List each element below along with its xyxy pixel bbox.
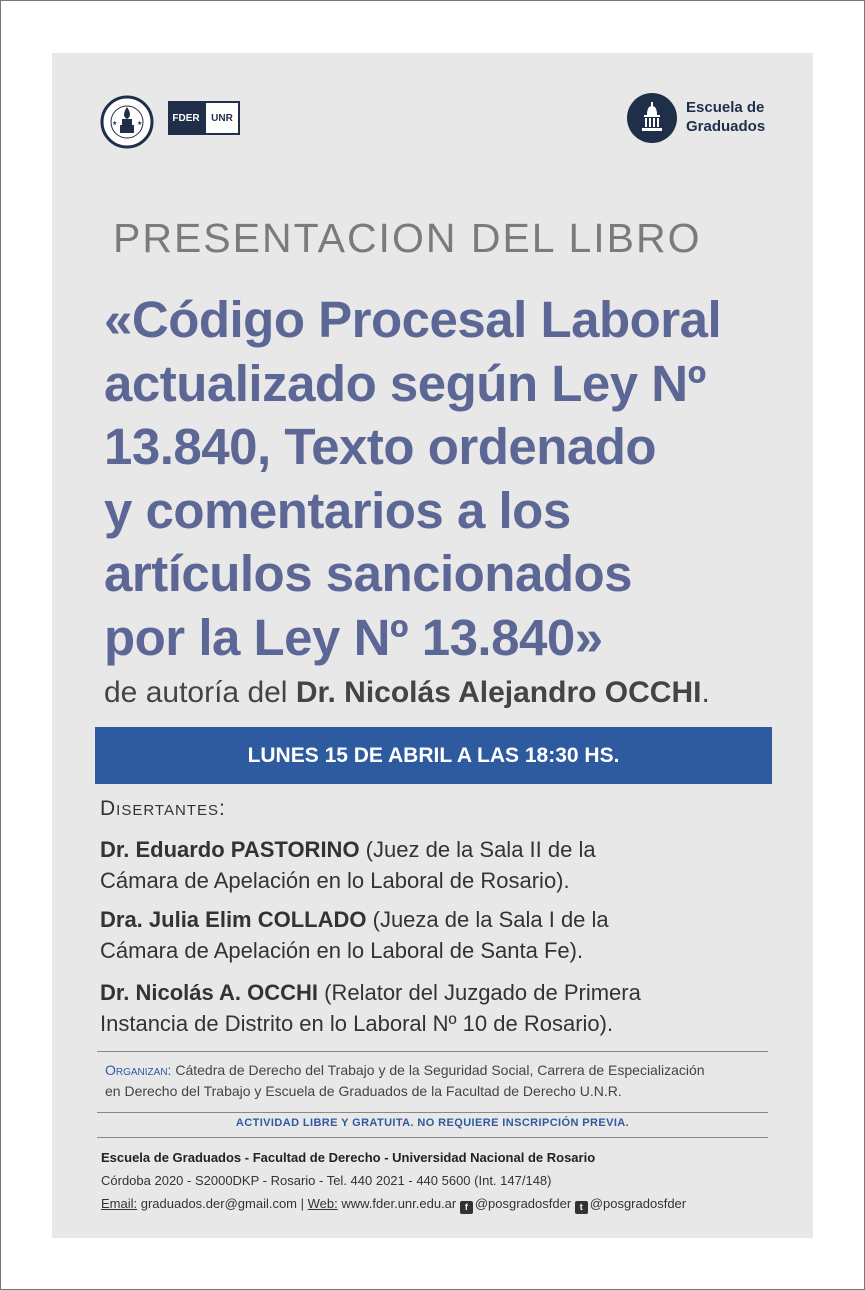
footer-institution-text: Escuela de Graduados - Facultad de Derecho - Universidad Nacional de Rosario bbox=[101, 1150, 596, 1165]
speaker-line2: Cámara de Apelación en lo Laboral de Rosario). bbox=[100, 868, 570, 893]
fder-unr-logo bbox=[168, 101, 240, 135]
speaker-item bbox=[100, 834, 700, 896]
speaker-name: Dra. Julia Elim COLLADO bbox=[100, 907, 367, 932]
organizers-label: Organizan: bbox=[105, 1062, 172, 1078]
unr-label: UNR bbox=[204, 101, 240, 135]
facebook-handle[interactable]: @posgradosfder bbox=[474, 1196, 572, 1211]
speaker-role: (Jueza de la Sala I de la bbox=[366, 907, 609, 932]
speaker-name: Dr. Eduardo PASTORINO bbox=[100, 837, 360, 862]
speaker-line1 bbox=[100, 904, 700, 935]
speaker-name: Dr. Nicolás A. OCCHI bbox=[100, 980, 319, 1005]
book-title-line: y comentarios a los bbox=[104, 481, 571, 539]
book-title-line: por la Ley Nº 13.840» bbox=[104, 608, 603, 666]
web-link[interactable]: www.fder.unr.edu.ar bbox=[337, 1196, 460, 1211]
speaker-role: (Relator del Juzgado de Primera bbox=[318, 980, 641, 1005]
speaker-line1 bbox=[100, 834, 700, 865]
school-building-icon bbox=[627, 93, 677, 143]
university-seal-icon bbox=[100, 95, 154, 149]
divider bbox=[97, 1137, 768, 1138]
speaker-role: (Juez de la Sala II de la bbox=[359, 837, 596, 862]
email-label: Email: bbox=[101, 1196, 138, 1211]
svg-text:★: ★ bbox=[137, 121, 143, 127]
free-activity-notice: ACTIVIDAD LIBRE Y GRATUITA. NO REQUIERE INSCRIPCIÓN PREVIA. bbox=[235, 1117, 630, 1129]
school-name-line1: Escuela de bbox=[686, 99, 765, 116]
author-name: Dr. Nicolás Alejandro OCCHI bbox=[295, 676, 702, 709]
svg-text:★: ★ bbox=[112, 121, 118, 127]
organizers bbox=[105, 1060, 755, 1102]
footer-address: Córdoba 2020 - S2000DKP - Rosario - Tel. 440 2021 - 440 5600 (Int. 147/148) bbox=[101, 1173, 552, 1188]
speaker-line2: Instancia de Distrito en lo Laboral Nº 10 de Rosario). bbox=[100, 1011, 614, 1036]
event-heading: PRESENTACION DEL LIBRO bbox=[113, 215, 702, 261]
divider bbox=[97, 1051, 768, 1052]
authorship-prefix: de autoría del bbox=[104, 676, 296, 709]
speaker-line2: Cámara de Apelación en lo Laboral de Santa Fe). bbox=[100, 938, 584, 963]
organizers-line1 bbox=[105, 1060, 755, 1081]
event-date: LUNES 15 DE ABRIL A LAS 18:30 HS. bbox=[247, 743, 620, 767]
book-title-line: «Código Procesal Laboral bbox=[104, 291, 722, 348]
facebook-icon: f bbox=[460, 1201, 473, 1214]
speaker-line1 bbox=[100, 977, 700, 1008]
organizers-text: Cátedra de Derecho del Trabajo y de la Seguridad Social, Carrera de Especialización bbox=[171, 1062, 705, 1078]
authorship-suffix: . bbox=[701, 676, 710, 709]
web-label: Web: bbox=[307, 1196, 338, 1211]
footer-contact bbox=[101, 1196, 801, 1214]
twitter-handle[interactable]: @posgradosfder bbox=[589, 1196, 687, 1211]
book-title bbox=[104, 288, 794, 669]
divider bbox=[97, 1112, 768, 1113]
speaker-item bbox=[100, 977, 700, 1039]
school-name bbox=[686, 98, 765, 136]
event-date-banner bbox=[95, 727, 772, 784]
organizers-line2: en Derecho del Trabajo y Escuela de Graduados de la Facultad de Derecho U.N.R. bbox=[105, 1083, 622, 1099]
email-link[interactable]: graduados.der@gmail.com | bbox=[137, 1196, 308, 1211]
speakers-label: Disertantes: bbox=[100, 797, 226, 820]
book-title-line: artículos sancionados bbox=[104, 545, 632, 602]
fder-label: FDER bbox=[168, 101, 204, 135]
speaker-item bbox=[100, 904, 700, 966]
book-title-line: actualizado según Ley Nº bbox=[104, 354, 706, 412]
school-name-line2: Graduados bbox=[686, 118, 766, 135]
footer-institution bbox=[101, 1150, 801, 1165]
book-title-line: 13.840, Texto ordenado bbox=[104, 418, 657, 475]
authorship-line bbox=[104, 676, 710, 710]
twitter-icon: t bbox=[575, 1201, 588, 1214]
